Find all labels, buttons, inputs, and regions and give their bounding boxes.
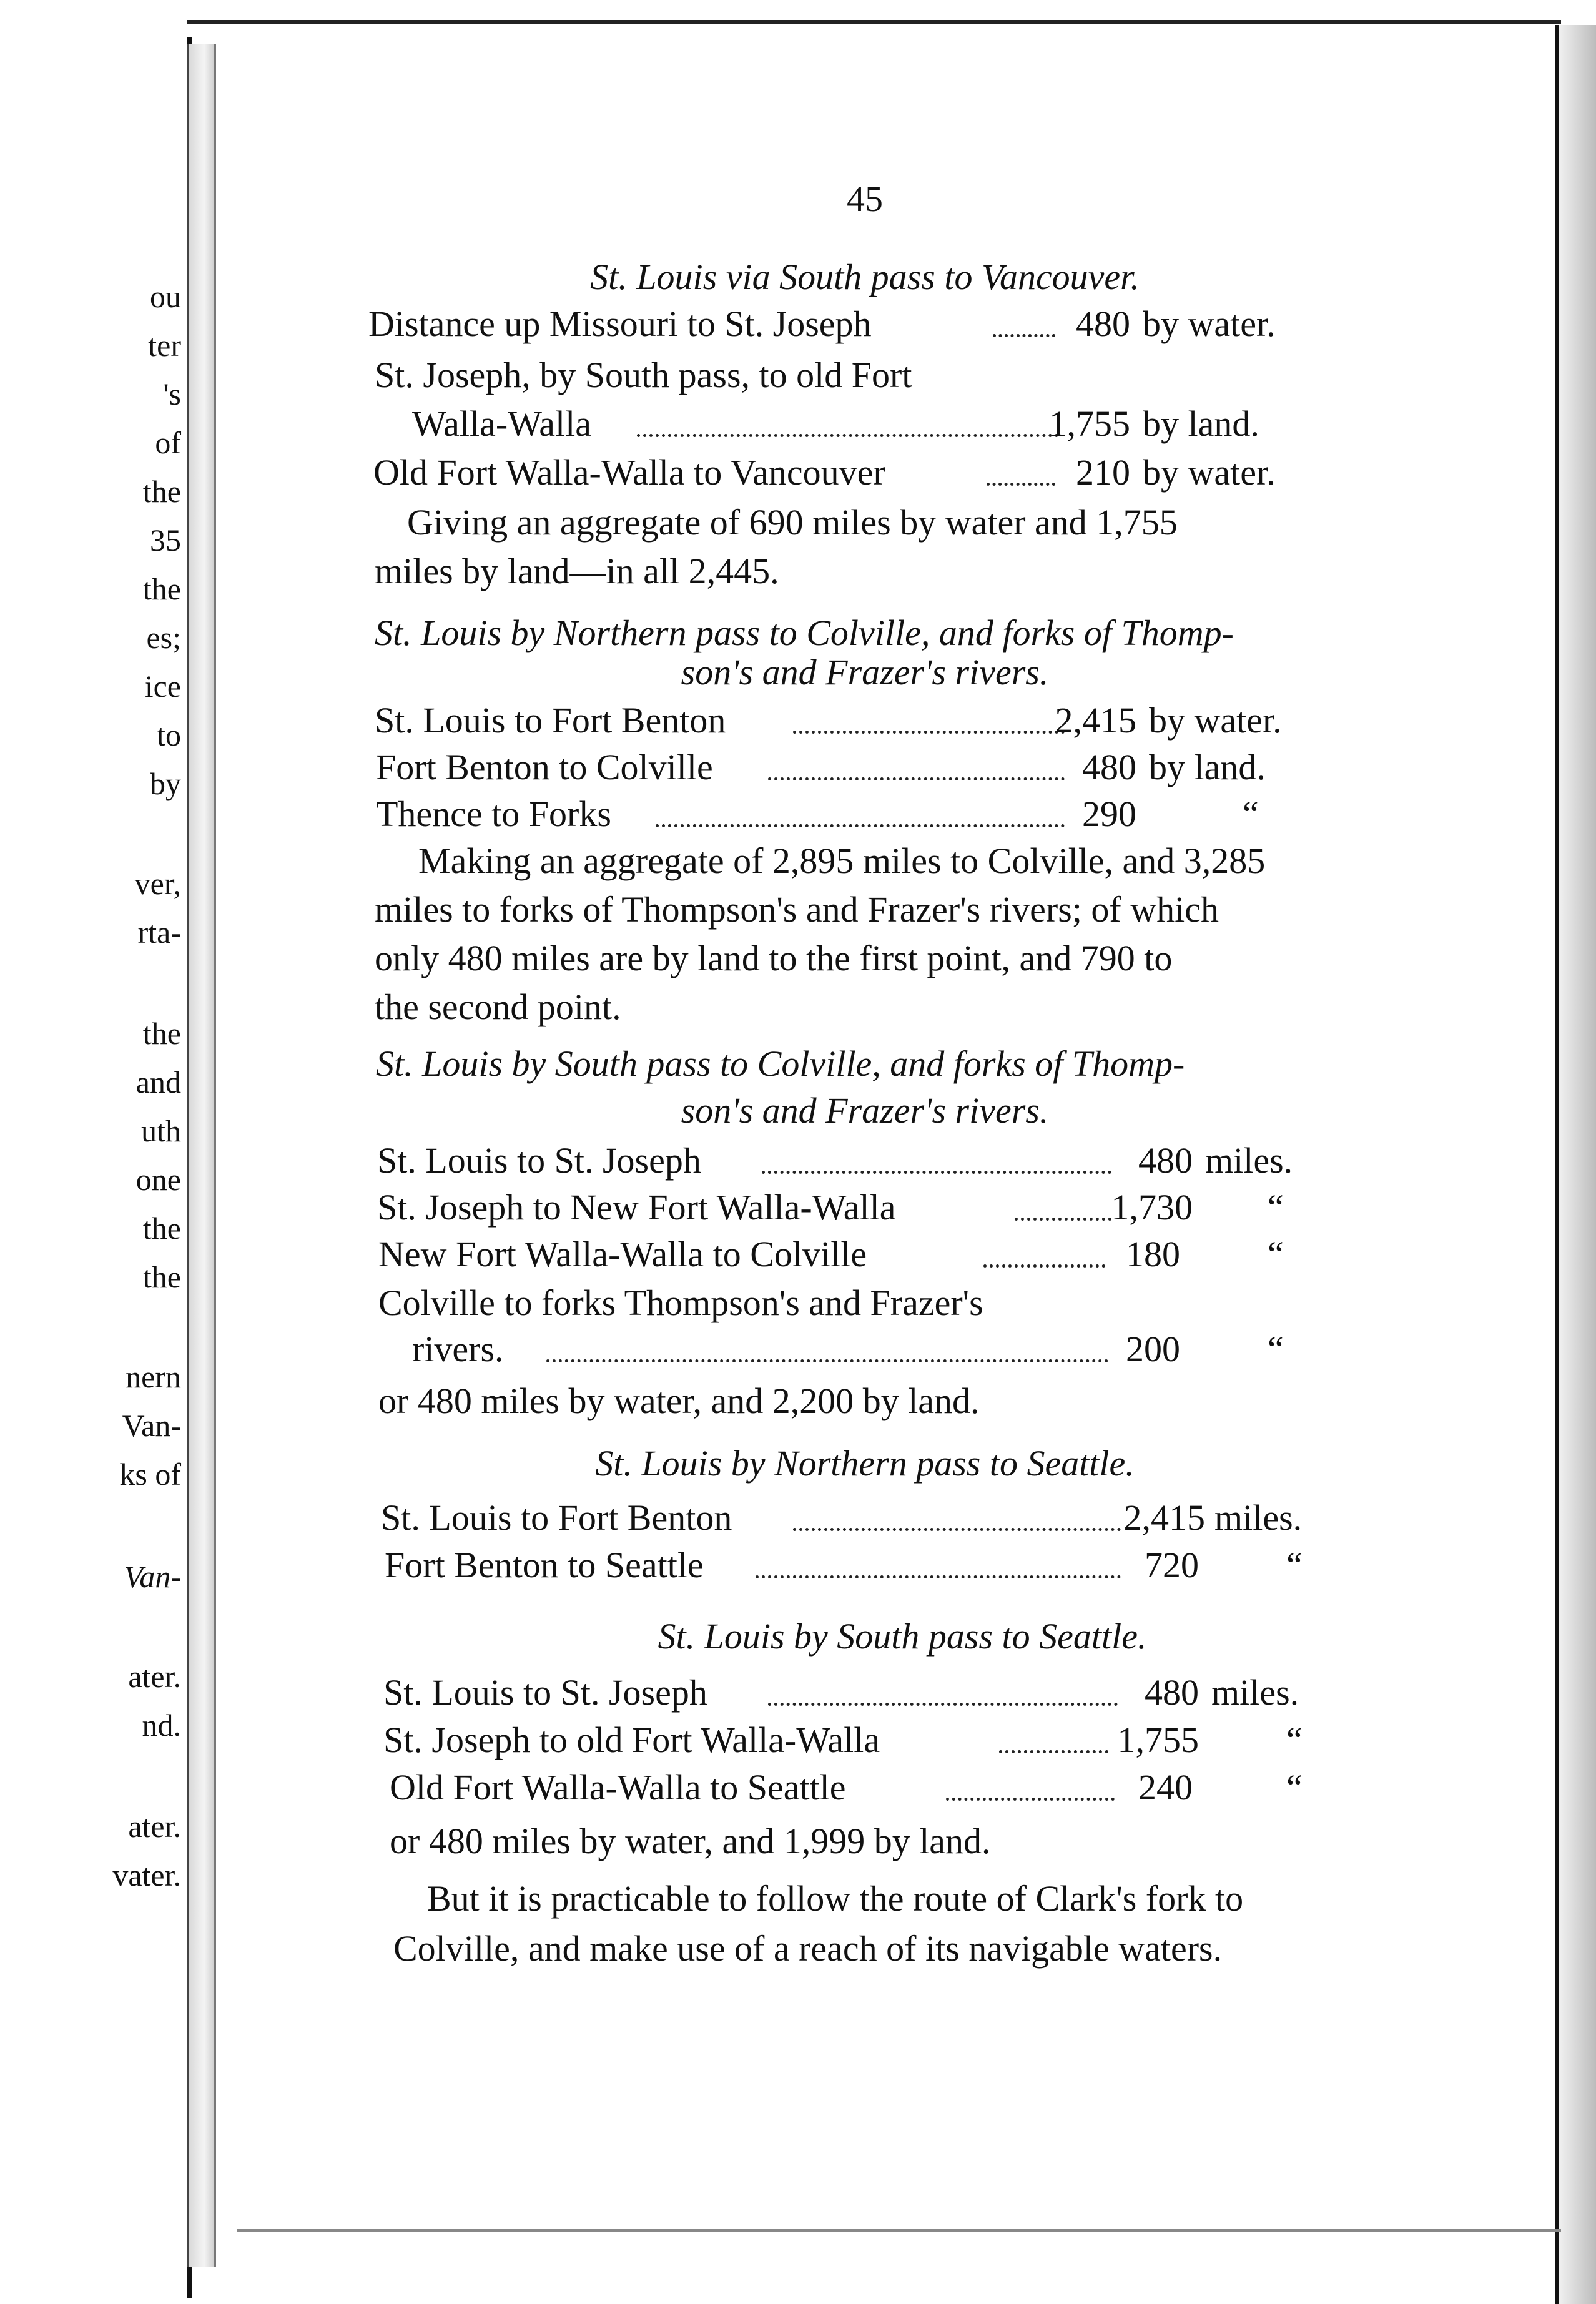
route-label: rivers.	[412, 1329, 504, 1369]
paragraph-line: Making an aggregate of 2,895 miles to Colville, and 3,285	[418, 840, 1266, 881]
facing-page-text: ks of	[119, 1457, 181, 1492]
section-heading: St. Louis by Northern pass to Colville, and forks of Thomp-	[375, 613, 1234, 653]
route-label: Old Fort Walla-Walla to Seattle	[390, 1767, 846, 1808]
section-heading: St. Louis by South pass to Seattle.	[658, 1616, 1147, 1657]
facing-page-text: rta-	[137, 915, 181, 950]
paragraph-line: miles by land—in all 2,445.	[375, 551, 779, 591]
ditto-mark: “	[1268, 1234, 1284, 1274]
facing-page-text: Van-	[122, 1408, 181, 1443]
section-heading: St. Louis via South pass to Vancouver.	[590, 257, 1140, 297]
route-row	[368, 1767, 1361, 1813]
dot-leader	[987, 483, 1055, 486]
facing-page-text: nern	[126, 1359, 181, 1394]
distance-value: 720	[1145, 1545, 1199, 1585]
book-spine-gutter	[187, 44, 216, 2267]
facing-page-fragment	[0, 37, 192, 2298]
facing-page-text: the	[142, 1211, 181, 1246]
dot-leader	[637, 434, 1058, 437]
distance-unit: miles.	[1205, 1140, 1293, 1181]
route-row	[368, 1331, 1361, 1375]
distance-value: 210	[1076, 452, 1130, 493]
route-row	[368, 1497, 1361, 1543]
distance-unit: by water.	[1149, 700, 1282, 741]
distance-unit: miles.	[1211, 1672, 1299, 1713]
route-row	[368, 1189, 1361, 1233]
section-heading: St. Louis by Northern pass to Seattle.	[595, 1443, 1135, 1484]
route-label: Distance up Missouri to St. Joseph	[368, 303, 872, 344]
distance-value: 180	[1126, 1234, 1180, 1274]
route-label: Thence to Forks	[376, 794, 611, 834]
distance-value: 240	[1138, 1767, 1193, 1808]
facing-page-text: by	[150, 766, 181, 801]
distance-value: 2,415	[1055, 700, 1136, 741]
section-heading: son's and Frazer's rivers.	[681, 1090, 1049, 1131]
paragraph-line: But it is practicable to follow the route of Clark's fork to	[427, 1878, 1244, 1919]
route-label-line1: Colville to forks Thompson's and Frazer's	[378, 1282, 983, 1323]
ditto-mark: “	[1286, 1720, 1303, 1760]
facing-page-text: vater.	[112, 1858, 181, 1893]
section-heading: St. Louis by South pass to Colville, and forks of Thomp-	[376, 1043, 1185, 1084]
facing-page-text: to	[157, 717, 181, 752]
facing-page-text: Van-	[124, 1559, 181, 1594]
paragraph-line: Colville, and make use of a reach of its navigable waters.	[393, 1928, 1223, 1969]
route-label: St. Louis to Fort Benton	[375, 700, 726, 741]
dot-leader	[993, 334, 1055, 337]
page-edge	[1555, 25, 1596, 2304]
distance-unit: by water.	[1143, 303, 1276, 344]
route-row	[368, 1140, 1361, 1186]
route-label: St. Louis to Fort Benton	[381, 1497, 732, 1538]
route-label: Old Fort Walla-Walla to Vancouver	[373, 452, 885, 493]
summary-line: or 480 miles by water, and 1,999 by land.	[390, 1821, 991, 1861]
distance-unit: by land.	[1143, 403, 1259, 444]
route-label: Fort Benton to Seattle	[385, 1545, 704, 1585]
paragraph-line: Giving an aggregate of 690 miles by water and 1,755	[407, 502, 1178, 543]
paragraph-line: miles to forks of Thompson's and Frazer's rivers; of which	[375, 889, 1219, 930]
paragraph-line: the second point.	[375, 987, 621, 1027]
dot-leader	[999, 1750, 1108, 1753]
route-label: St. Joseph to old Fort Walla-Walla	[383, 1720, 880, 1760]
main-page	[368, 0, 1361, 2304]
route-label: Walla-Walla	[412, 403, 591, 444]
ditto-mark: “	[1268, 1329, 1284, 1369]
distance-unit: by water.	[1143, 452, 1276, 493]
facing-page-text: the	[142, 474, 181, 509]
facing-page-text: es;	[146, 620, 181, 655]
route-label: St. Joseph to New Fort Walla-Walla	[377, 1187, 896, 1228]
distance-value: 1,730	[1111, 1187, 1193, 1228]
section-heading: son's and Frazer's rivers.	[681, 652, 1049, 692]
dot-leader	[793, 731, 1065, 734]
route-row	[368, 1547, 1361, 1591]
facing-page-text: ou	[150, 279, 181, 314]
dot-leader	[546, 1359, 1108, 1362]
route-row	[368, 1236, 1361, 1280]
facing-page-text: the	[142, 1259, 181, 1294]
facing-page-text: ice	[144, 669, 181, 704]
route-row	[368, 1722, 1361, 1766]
facing-page-text: ver,	[134, 866, 181, 901]
distance-value: 1,755	[1117, 1720, 1199, 1760]
dot-leader	[768, 777, 1065, 780]
facing-page-text: uth	[141, 1113, 181, 1148]
route-label: New Fort Walla-Walla to Colville	[378, 1234, 867, 1274]
summary-line: or 480 miles by water, and 2,200 by land.	[378, 1381, 980, 1421]
dot-leader	[946, 1798, 1115, 1801]
route-label: St. Louis to St. Joseph	[377, 1140, 701, 1181]
route-row	[368, 452, 1361, 498]
route-row	[368, 749, 1361, 793]
dot-leader	[983, 1264, 1105, 1268]
route-row	[368, 303, 1361, 350]
facing-page-text: the	[142, 571, 181, 606]
facing-page-text: 35	[150, 523, 181, 558]
route-label: St. Louis to St. Joseph	[383, 1672, 707, 1713]
facing-page-text: ter	[148, 328, 181, 363]
ditto-mark: “	[1268, 1187, 1284, 1228]
page-number: 45	[847, 179, 883, 219]
route-label: Fort Benton to Colville	[376, 747, 713, 787]
facing-page-text: the	[142, 1016, 181, 1051]
facing-page-text: ater.	[128, 1809, 181, 1844]
ditto-mark: “	[1286, 1767, 1303, 1808]
distance-value: 480	[1076, 303, 1130, 344]
facing-page-text: of	[155, 425, 181, 460]
distance-unit: miles.	[1214, 1497, 1303, 1538]
dot-leader	[656, 824, 1065, 827]
dot-leader	[768, 1703, 1118, 1706]
route-row	[368, 1672, 1361, 1718]
route-label-line1: St. Joseph, by South pass, to old Fort	[375, 355, 912, 395]
distance-value: 1,755	[1048, 403, 1130, 444]
route-row	[368, 702, 1361, 746]
distance-value: 290	[1082, 794, 1136, 834]
distance-value: 480	[1082, 747, 1136, 787]
ditto-mark: “	[1243, 794, 1259, 834]
distance-value: 480	[1138, 1140, 1193, 1181]
facing-page-text: nd.	[142, 1708, 181, 1743]
distance-value: 480	[1145, 1672, 1199, 1713]
route-row	[368, 796, 1361, 840]
dot-leader	[762, 1171, 1111, 1174]
ditto-mark: “	[1286, 1545, 1303, 1585]
distance-value: 200	[1126, 1329, 1180, 1369]
facing-page-text: and	[135, 1065, 181, 1100]
facing-page-text: 's	[163, 377, 181, 411]
route-row	[368, 403, 1361, 450]
facing-page-text: ater.	[128, 1659, 181, 1694]
dot-leader	[756, 1575, 1121, 1578]
dot-leader	[793, 1528, 1121, 1531]
paragraph-line: only 480 miles are by land to the first point, and 790 to	[375, 938, 1173, 978]
distance-value: 2,415	[1123, 1497, 1205, 1538]
distance-unit: by land.	[1149, 747, 1266, 787]
facing-page-text: one	[135, 1162, 181, 1197]
